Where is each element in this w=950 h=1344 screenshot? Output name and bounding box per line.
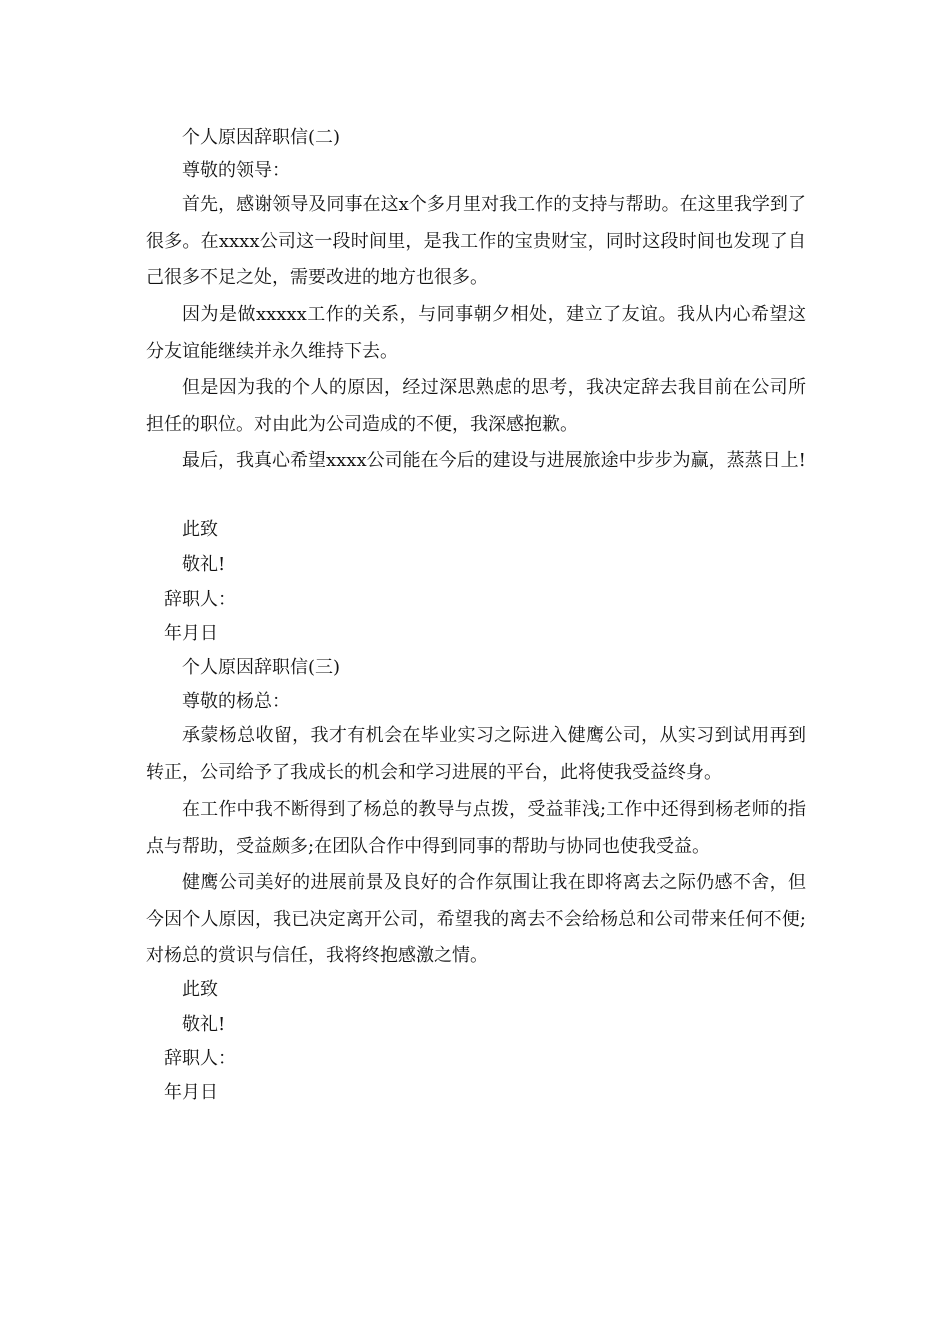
letter2-paragraph-4: 最后，我真心希望xxxx公司能在今后的建设与进展旅途中步步为赢，蒸蒸日上! [182, 450, 806, 471]
letter3-signer: 辞职人： [164, 1048, 236, 1069]
letter2-paragraph-2: 因为是做xxxxx工作的关系，与同事朝夕相处，建立了友谊。我从内心希望这分友谊能继续并永久维持下去。 [146, 304, 806, 362]
letter2-paragraph-3: 但是因为我的个人的原因，经过深思熟虑的思考，我决定辞去我目前在公司所担任的职位。对由此为公司造成的不便，我深感抱歉。 [146, 377, 806, 435]
letter2-signer: 辞职人： [164, 589, 236, 610]
letter2-date: 年月日 [164, 623, 218, 644]
letter2-closing-1: 此致 [182, 519, 218, 540]
letter2-title: 个人原因辞职信(二) [182, 127, 341, 148]
letter3-closing-1: 此致 [182, 979, 218, 1000]
letter2-salutation: 尊敬的领导： [182, 160, 290, 181]
letter3-title: 个人原因辞职信(三) [182, 657, 341, 678]
letter3-paragraph-3: 健鹰公司美好的进展前景及良好的合作氛围让我在即将离去之际仍感不舍，但今因个人原因，我已决定离开公司，希望我的离去不会给杨总和公司带来任何不便;对杨总的赏识与信任，我将终抱感激之情。 [146, 872, 806, 966]
letter3-closing-2: 敬礼! [182, 1014, 226, 1035]
letter2-closing-2: 敬礼! [182, 554, 226, 575]
letter3-paragraph-2: 在工作中我不断得到了杨总的教导与点拨，受益菲浅;工作中还得到杨老师的指点与帮助，受益颇多;在团队合作中得到同事的帮助与协同也使我受益。 [146, 799, 806, 857]
letter2-paragraph-1: 首先，感谢领导及同事在这x个多月里对我工作的支持与帮助。在这里我学到了很多。在xxxx公司这一段时间里，是我工作的宝贵财宝，同时这段时间也发现了自己很多不足之处，需要改进的地方也很多。 [146, 194, 806, 288]
letter3-date: 年月日 [164, 1082, 218, 1103]
letter3-salutation: 尊敬的杨总： [182, 691, 290, 712]
letter3-paragraph-1: 承蒙杨总收留，我才有机会在毕业实习之际进入健鹰公司，从实习到试用再到转正，公司给予了我成长的机会和学习进展的平台，此将使我受益终身。 [146, 725, 806, 783]
